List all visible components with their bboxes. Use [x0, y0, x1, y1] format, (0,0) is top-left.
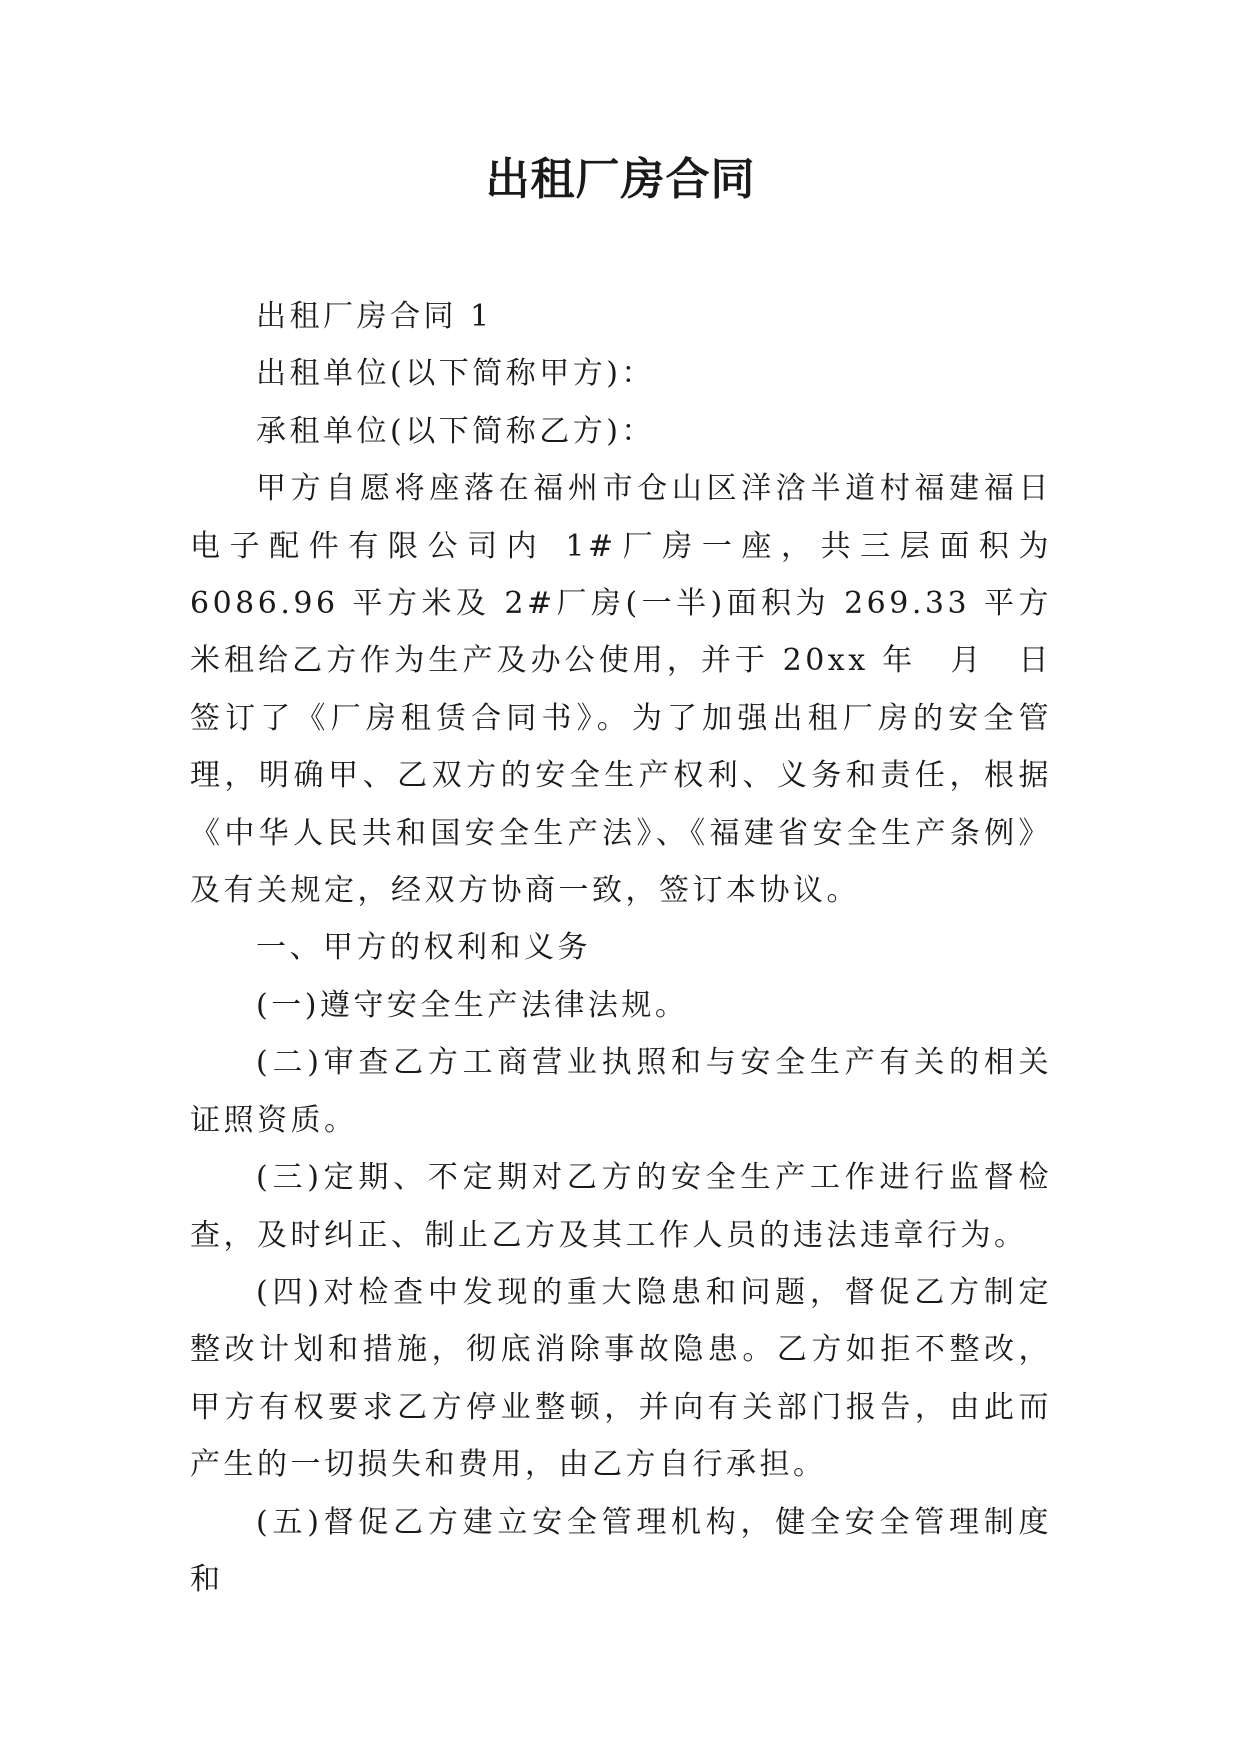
- paragraph-lessor: 出租单位(以下简称甲方)：: [256, 356, 655, 392]
- clause-3: (三)定期、不定期对乙方的安全生产工作进行监督检查，及时纠正、制止乙方及其工作人员的违法违章行为。: [190, 1160, 1052, 1253]
- clause-2: (二)审查乙方工商营业执照和与安全生产有关的相关证照资质。: [190, 1045, 1052, 1138]
- clause-4: (四)对检查中发现的重大隐患和问题，督促乙方制定整改计划和措施，彻底消除事故隐患。乙方如拒不整改，甲方有权要求乙方停业整顿，并向有关部门报告，由此而产生的一切损失和费用，由乙方自行承担。: [190, 1274, 1052, 1483]
- paragraph-preamble: 甲方自愿将座落在福州市仓山区洋浛半道村福建福日电子配件有限公司内 1#厂房一座，共三层面积为 6086.96 平方米及 2#厂房(一半)面积为 269.33 平方米租给乙方作为生产及办公使用，并于 20xx 年 月 日签订了《厂房租赁合同书》。为了加强出租厂房的安全管理，明确甲、乙双方的安全生产权利、义务和责任，根据《中华人民共和国安全生产法》、《福建省安全生产条例》及有关规定，经双方协商一致，签订本协议。: [190, 471, 1052, 909]
- paragraph-lessee: 承租单位(以下简称乙方)：: [256, 413, 655, 449]
- clause-5: (五)督促乙方建立安全管理机构，健全安全管理制度和: [190, 1504, 1052, 1597]
- document-body: [190, 288, 1052, 1608]
- paragraph-contract-number: 出租厂房合同 1: [256, 299, 493, 334]
- clause-1: (一)遵守安全生产法律法规。: [256, 987, 689, 1023]
- section-heading-party-a: 一、甲方的权利和义务: [256, 930, 591, 966]
- document-title: 出租厂房合同: [485, 154, 756, 205]
